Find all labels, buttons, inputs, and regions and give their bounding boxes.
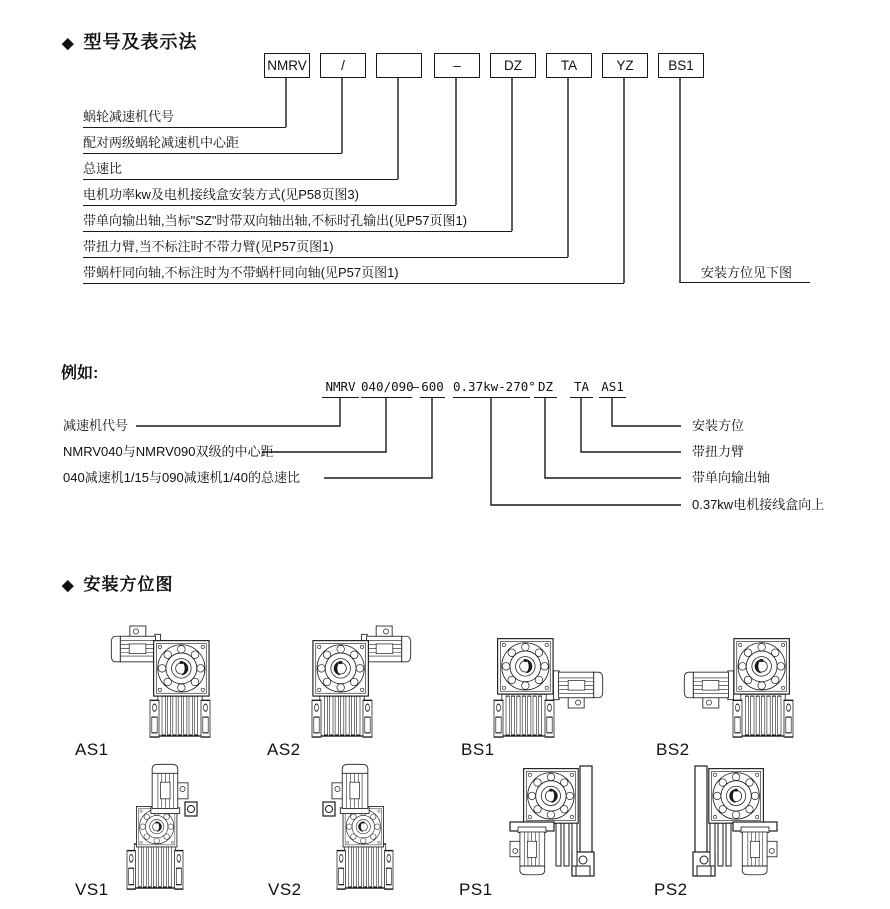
- diagram-ps1: [480, 762, 630, 890]
- position-label-as2: AS2: [267, 740, 301, 759]
- machine-drawing: [312, 626, 411, 737]
- code-box-dash: –: [434, 53, 480, 78]
- example-power: 0.37kw-270°: [453, 379, 530, 398]
- code-box-slash: /: [320, 53, 366, 78]
- example-callout-arm: 带扭力臂: [692, 444, 745, 459]
- position-label-bs2: BS2: [656, 740, 690, 759]
- example-shaft: DZ: [534, 379, 557, 398]
- diagram-ps2: [657, 762, 807, 890]
- callout-output-shaft: 带单向输出轴,当标"SZ"时带双向轴出轴,不标时孔输出(见P57页图1): [83, 212, 512, 232]
- section-model-title: [62, 28, 198, 54]
- code-box-bs1: BS1: [658, 53, 704, 78]
- diagram-as2: [286, 624, 426, 746]
- example-centers: 040/090: [361, 379, 412, 398]
- machine-drawing: [693, 766, 777, 876]
- position-label-vs1: VS1: [75, 880, 109, 899]
- diagram-vs1: [110, 762, 260, 890]
- callout-center-distance: 配对两级蜗轮减速机中心距: [83, 134, 342, 154]
- example-callout-series: 减速机代号: [63, 418, 129, 433]
- example-callout-shaft: 带单向输出轴: [692, 470, 771, 485]
- section-mounting-title: [62, 570, 174, 595]
- diamond-bullet-icon: ◆: [62, 35, 75, 52]
- callout-torque-arm: 带扭力臂,当不标注时不带力臂(见P57页图1): [83, 238, 568, 258]
- callout-worm-shaft: 带蜗杆同向轴,不标注时为不带蜗杆同向轴(见P57页图1): [83, 264, 624, 284]
- code-box-yz: YZ: [602, 53, 648, 78]
- example-position: AS1: [599, 379, 626, 398]
- example-series: NMRV: [322, 379, 359, 398]
- position-label-vs2: VS2: [268, 880, 302, 899]
- position-label-ps1: PS1: [459, 880, 493, 899]
- callout-series-code: 蜗轮减速机代号: [83, 108, 286, 128]
- example-title: 例如:: [61, 365, 99, 382]
- diagram-as1: [96, 624, 236, 746]
- machine-drawing: [127, 764, 197, 889]
- machine-drawing: [684, 639, 793, 737]
- diagram-bs2: [637, 624, 807, 746]
- example-callout-ratio: 040减速机1/15与090减速机1/40的总速比: [63, 470, 300, 485]
- machine-drawing: [323, 764, 393, 889]
- diamond-bullet-icon: ◆: [62, 577, 75, 594]
- code-box-ta: TA: [546, 53, 592, 78]
- callout-motor-power: 电机功率kw及电机接线盒安装方式(见P58页图3): [83, 186, 456, 206]
- code-box-blank: [376, 53, 422, 78]
- example-ratio: 600: [420, 379, 445, 398]
- code-box-dz: DZ: [490, 53, 536, 78]
- mounting-note: 安装方位见下图: [680, 264, 810, 283]
- position-label-bs1: BS1: [461, 740, 495, 759]
- machine-drawing: [111, 626, 210, 737]
- machine-drawing: [494, 639, 603, 737]
- example-callout-power: 0.37kw电机接线盒向上: [692, 497, 825, 512]
- diagram-bs1: [480, 624, 650, 746]
- section-mounting-title-text: 安装方位图: [83, 575, 174, 594]
- position-label-as1: AS1: [75, 740, 109, 759]
- code-box-series: NMRV: [264, 53, 310, 78]
- diagram-vs2: [260, 762, 410, 890]
- example-callout-centers: NMRV040与NMRV090双级的中心距: [63, 444, 274, 459]
- position-label-ps2: PS2: [654, 880, 688, 899]
- example-dash: —: [411, 379, 420, 394]
- example-callout-position: 安装方位: [692, 418, 745, 433]
- section-model-title-text: 型号及表示法: [83, 32, 198, 52]
- example-arm: TA: [570, 379, 593, 398]
- machine-drawing: [510, 766, 594, 876]
- callout-total-ratio: 总速比: [83, 160, 398, 180]
